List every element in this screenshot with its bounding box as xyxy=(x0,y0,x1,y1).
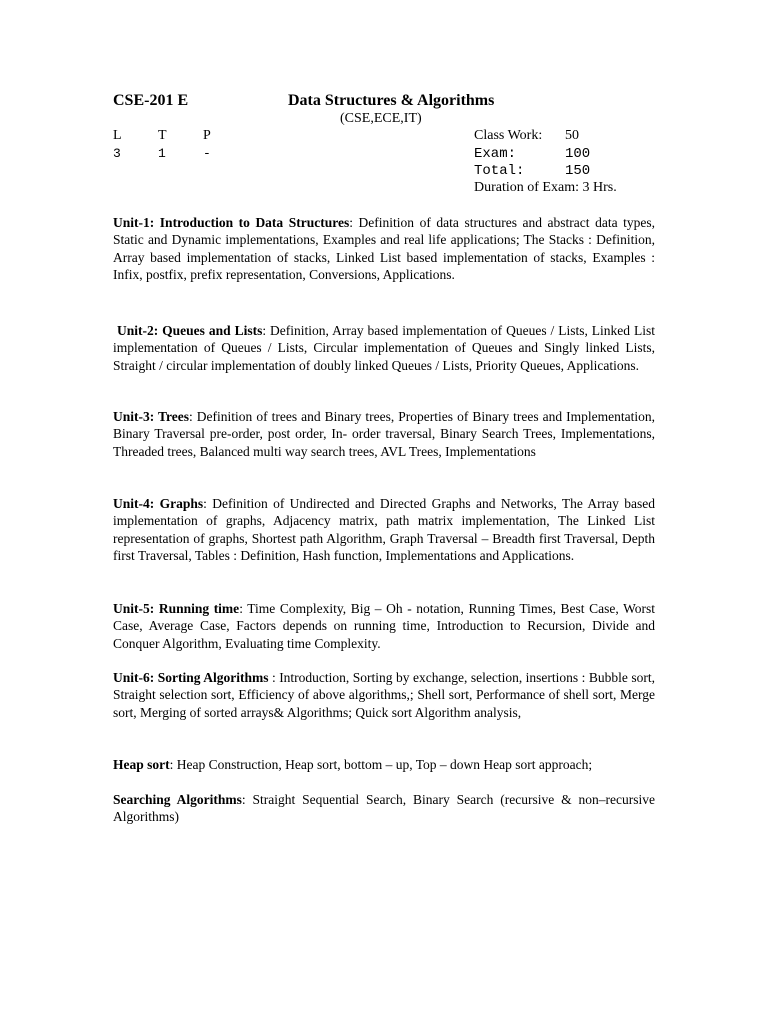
unit-6-body: : Introduction, Sorting by exchange, selection, insertions : Bubble sort, Straight selection sort, Efficiency of above algorithms,; Shell sort, Performance of shell sort, Merge sort, Merging of sorted arrays& Algorithms; Quick sort Algorithm analysis, xyxy=(113,670,655,720)
unit-4-body: : Definition of Undirected and Directed Graphs and Networks, The Array based implementation of graphs, Adjacency matrix, path matrix implementation, The Linked List representation of graphs, Shortest path Algorithm, Graph Traversal – Breadth first Traversal, Depth first Traversal, Tables : Definition, Hash function, Implementations and Applications. xyxy=(113,496,655,564)
course-code: CSE-201 E xyxy=(113,92,189,109)
unit-4-title: Unit-4: Graphs xyxy=(113,496,204,511)
unit-1-body: : Definition of data structures and abstract data types, Static and Dynamic implementations, Examples and real life applications; The Stacks : Definition, Array based implementation of stacks, Linked List based implementation of stacks, Examples : Infix, postfix, prefix representation, Conversions, Applications. xyxy=(113,215,656,283)
unit-4-section xyxy=(113,495,655,565)
ltp-header-t: T xyxy=(158,128,167,143)
unit-3-body: : Definition of trees and Binary trees, Properties of Binary trees and Implementation, Binary Traversal pre-order, post order, In- order traversal, Binary Search Trees, Implementations, Threaded trees, Balanced multi way search trees, AVL Trees, Implementations xyxy=(113,409,655,459)
course-title: Data Structures & Algorithms xyxy=(288,92,495,109)
unit-3-title: Unit-3: Trees xyxy=(113,409,190,424)
unit-2-title: Unit-2: Queues and Lists xyxy=(116,323,263,338)
ltp-value-l: 3 xyxy=(113,146,121,161)
exam-duration: Duration of Exam: 3 Hrs. xyxy=(474,180,617,195)
total-value: 150 xyxy=(565,163,591,179)
class-work-value: 50 xyxy=(565,128,579,143)
unit-3-section xyxy=(113,408,655,460)
exam-value: 100 xyxy=(565,146,591,162)
unit-5-title: Unit-5: Running time xyxy=(113,601,240,616)
unit-1-section xyxy=(113,214,655,284)
ltp-value-t: 1 xyxy=(158,146,166,161)
unit-5-section xyxy=(113,600,655,652)
searching-body: : Straight Sequential Search, Binary Search (recursive & non–recursive Algorithms) xyxy=(113,792,655,825)
course-branches: (CSE,ECE,IT) xyxy=(340,111,422,126)
searching-section xyxy=(113,791,655,826)
ltp-header-p: P xyxy=(203,128,211,143)
ltp-header-l: L xyxy=(113,128,122,143)
heap-sort-section xyxy=(113,756,655,773)
unit-2-section xyxy=(113,322,655,374)
unit-5-body: : Time Complexity, Big – Oh - notation, Running Times, Best Case, Worst Case, Average Case, Factors depends on running time, Introduction to Recursion, Divide and Conquer Algorithm, Evaluating time Complexity. xyxy=(113,601,655,651)
class-work-label: Class Work: xyxy=(474,128,543,143)
searching-title: Searching Algorithms xyxy=(113,792,242,807)
unit-2-body: : Definition, Array based implementation of Queues / Lists, Linked List implementation of Queues / Lists, Circular implementation of Queues and Singly linked Lists, Straight / circular implementation of doubly linked Queues / Lists, Priority Queues, Applications. xyxy=(113,323,655,373)
heap-sort-body: : Heap Construction, Heap sort, bottom – up, Top – down Heap sort approach; xyxy=(169,757,593,772)
unit-6-title: Unit-6: Sorting Algorithms xyxy=(113,670,269,685)
unit-6-section xyxy=(113,669,655,721)
unit-1-title: Unit-1: Introduction to Data Structures xyxy=(113,215,350,230)
exam-label: Exam: xyxy=(474,146,517,162)
heap-sort-title: Heap sort xyxy=(113,757,170,772)
ltp-value-p: - xyxy=(203,146,211,161)
total-label: Total: xyxy=(474,163,525,179)
